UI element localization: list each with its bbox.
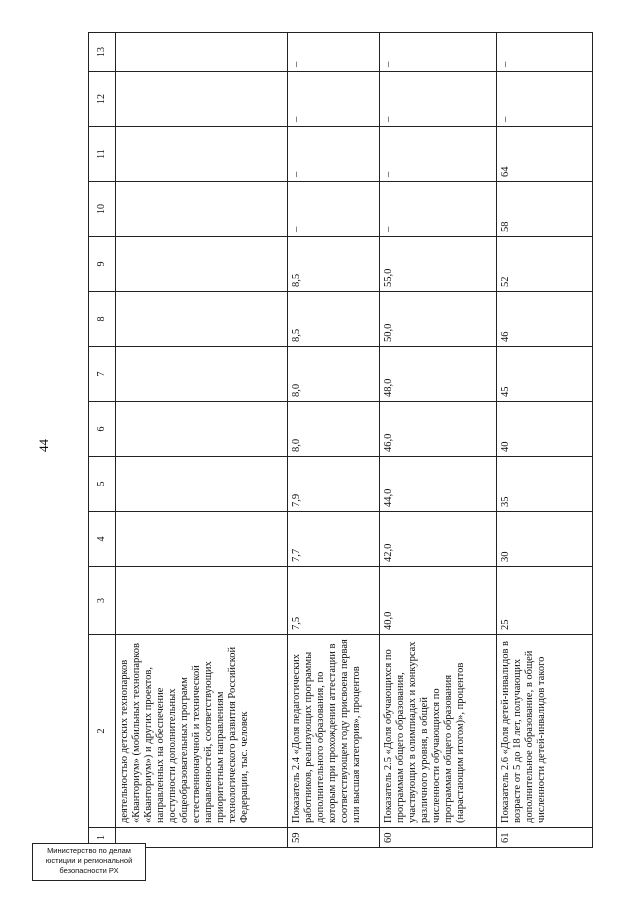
cell-value: – (380, 127, 497, 182)
row-description: Показатель 2.4 «Доля педагогических работников, реализующих программы дополнительного образования, по которым при прохождении аттестации в соответствующем году присвоена первая или высшая категория», процентов (288, 635, 380, 828)
cell-value: 55,0 (380, 237, 497, 292)
cell-value: 45 (497, 347, 593, 402)
col-header: 10 (89, 182, 116, 237)
cell-value (116, 567, 288, 635)
col-header: 4 (89, 512, 116, 567)
page-number: 44 (36, 439, 51, 452)
col-header: 3 (89, 567, 116, 635)
table-row (380, 33, 497, 848)
cell-value: 30 (497, 512, 593, 567)
cell-value: 8,0 (288, 402, 380, 457)
cell-value: – (380, 33, 497, 72)
row-number: 59 (288, 828, 380, 848)
stamp-line: Министерство по делам (47, 846, 131, 855)
cell-value (116, 402, 288, 457)
cell-value: 58 (497, 182, 593, 237)
col-header: 11 (89, 127, 116, 182)
cell-value: 8,5 (288, 237, 380, 292)
cell-value: 8,5 (288, 292, 380, 347)
cell-value: – (380, 72, 497, 127)
row-description: Показатель 2.6 «Доля детей-инвалидов в возрасте от 5 до 18 лет, получающих дополнительное образование, в общей численности детей-инвалидов такого (497, 635, 593, 828)
cell-value: – (380, 182, 497, 237)
stamp-line: юстиции и региональной (45, 856, 133, 865)
cell-value: 7,7 (288, 512, 380, 567)
table-row (116, 33, 288, 848)
row-description: Показатель 2.5 «Доля обучающихся по программам общего образования, участвующих в олимпиадах и конкурсах различного уровня, в общей численности обучающихся по программам общего образования (нарастающим итогом)», процентов (380, 635, 497, 828)
row-number: 61 (497, 828, 593, 848)
cell-value (116, 72, 288, 127)
cell-value: 48,0 (380, 347, 497, 402)
col-header: 9 (89, 237, 116, 292)
indicators-table (88, 32, 593, 848)
header-row (89, 33, 116, 848)
col-header: 2 (89, 635, 116, 828)
col-header: 6 (89, 402, 116, 457)
cell-value: 50,0 (380, 292, 497, 347)
cell-value: 40,0 (380, 567, 497, 635)
cell-value: 46 (497, 292, 593, 347)
col-header: 12 (89, 72, 116, 127)
cell-value: – (288, 127, 380, 182)
cell-value: 8,0 (288, 347, 380, 402)
cell-value (116, 127, 288, 182)
cell-value: 64 (497, 127, 593, 182)
col-header: 7 (89, 347, 116, 402)
cell-value (116, 292, 288, 347)
cell-value: 44,0 (380, 457, 497, 512)
cell-value: 40 (497, 402, 593, 457)
col-header: 1 (89, 828, 116, 848)
cell-value (116, 457, 288, 512)
table-row (497, 33, 593, 848)
cell-value: 42,0 (380, 512, 497, 567)
cell-value (116, 347, 288, 402)
cell-value: – (497, 72, 593, 127)
cell-value (116, 512, 288, 567)
col-header: 5 (89, 457, 116, 512)
cell-value: 46,0 (380, 402, 497, 457)
cell-value (116, 237, 288, 292)
cell-value: – (288, 72, 380, 127)
cell-value (116, 182, 288, 237)
stamp-line: безопасности РХ (59, 866, 119, 875)
cell-value: 35 (497, 457, 593, 512)
cell-value: 25 (497, 567, 593, 635)
cell-value (116, 33, 288, 72)
cell-value: – (288, 182, 380, 237)
cell-value: 7,5 (288, 567, 380, 635)
row-number: 60 (380, 828, 497, 848)
cell-value: – (497, 33, 593, 72)
col-header: 13 (89, 33, 116, 72)
col-header: 8 (89, 292, 116, 347)
row-description: деятельностью детских технопарков «Кванториум» (мобильных технопарков «Кванториум») и других проектов, направленных на обеспечение доступности дополнительных общеобразовательных программ естественнонаучной и технической направленностей, соответствующих приоритетным направлениям технологического развития Российской Федерации, тыс. человек (116, 635, 288, 828)
registration-stamp (32, 843, 146, 881)
cell-value: 52 (497, 237, 593, 292)
cell-value: – (288, 33, 380, 72)
rotated-table-container (88, 33, 585, 848)
table-row (288, 33, 380, 848)
cell-value: 7,9 (288, 457, 380, 512)
